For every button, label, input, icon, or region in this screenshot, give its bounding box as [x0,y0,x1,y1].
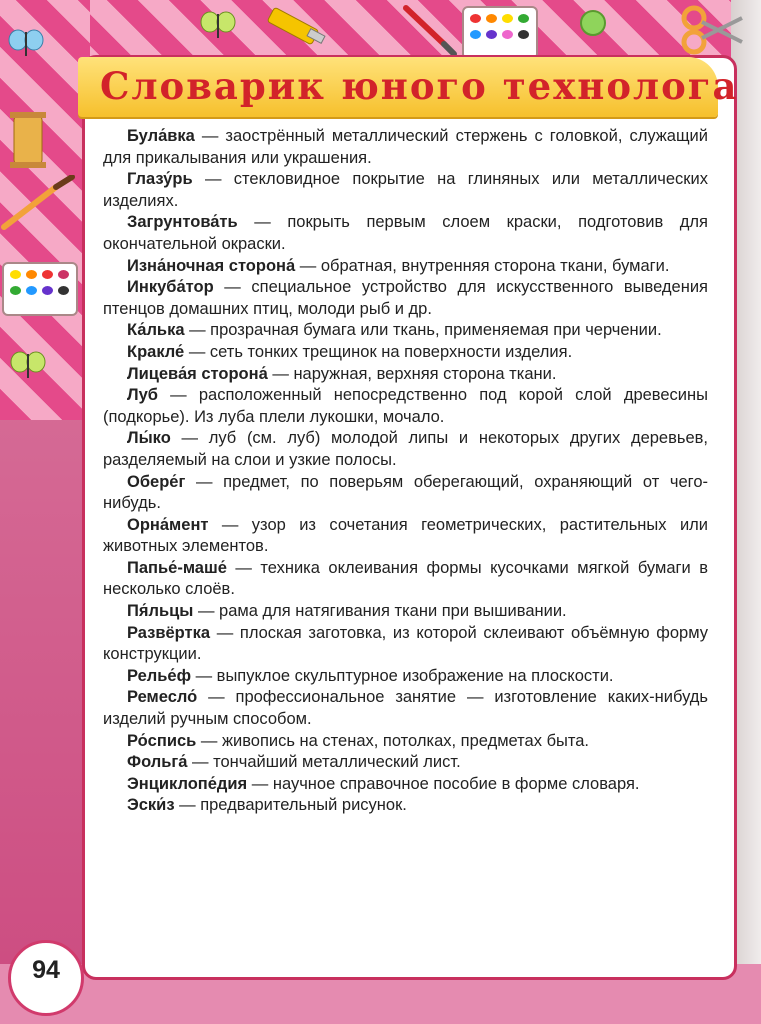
glossary-definition: — научное справочное пособие в форме словаря. [247,774,640,793]
glossary-term: Папье́-маше́ [127,558,227,577]
glossary-term: Инкуба́тор [127,278,214,297]
butterfly-icon [10,350,46,380]
glossary-term: Лицева́я сторона́ [127,364,268,383]
glossary-definition: — сеть тонких трещинок на поверхности изделия. [184,342,573,361]
glossary-definition: — плоская заготовка, из которой склеивают объёмную форму конструкции. [103,623,708,664]
sewing-button-icon [580,10,606,36]
glossary-entry [103,385,708,428]
page-number: 94 [32,956,60,984]
glossary-term: Обере́г [127,472,186,491]
glossary-entry [103,731,708,753]
glossary-definition: — прозрачная бумага или ткань, применяемая при черчении. [184,321,662,340]
glossary-definition: — предварительный рисунок. [174,796,407,815]
glossary-list [103,126,708,817]
glossary-entry [103,515,708,558]
glossary-entry [103,428,708,471]
glossary-term: Ро́спись [127,731,197,750]
glossary-definition: — луб (см. луб) молодой липы и некоторых других деревьев, разделяемый на слои и узкие полосы. [103,429,708,469]
glossary-entry [103,623,708,666]
glossary-definition: — тончайший металлический лист. [187,753,461,772]
paint-palette-icon [2,262,78,316]
glossary-entry [103,212,708,255]
glossary-entry [103,601,708,623]
glossary-entry [103,666,708,688]
glossary-entry [103,472,708,515]
glossary-term: Глазу́рь [127,170,193,189]
glossary-definition: — рама для натягивания ткани при вышивании. [193,602,567,621]
glossary-definition: — узор из сочетания геометрических, растительных или животных элементов. [103,515,708,556]
glossary-entry [103,364,708,386]
glossary-definition: — профессиональное занятие — изготовление каких-нибудь изделий ручным способом. [103,688,708,729]
glossary-term: Була́вка [127,127,195,145]
glossary-term: Изна́ночная сторона́ [127,256,296,275]
glossary-definition: — заострённый металлический стержень с головкой, служащий для прикалывания или украшения. [103,127,708,167]
glossary-definition: — специальное устройство для искусственного выведения птенцов домашних птиц, молоди рыб и др. [103,278,708,318]
butterfly-icon [8,28,44,58]
glossary-term: Ка́лька [127,321,185,340]
glossary-term: Развёртка [127,623,211,642]
glossary-definition: — техника оклеивания формы кусочками мягкой бумаги в несколько слоёв. [103,558,708,599]
glossary-entry [103,256,708,278]
utility-knife-icon [260,0,330,55]
glossary-definition: — выпуклое скульптурное изображение на плоскости. [191,666,614,685]
glossary-entry [103,342,708,364]
glossary-definition: — стекловидное покрытие на глиняных или металлических изделиях. [103,170,708,210]
glossary-term: Луб [127,386,158,405]
glossary-entry [103,126,708,169]
glossary-definition: — предмет, по поверьям оберегающий, охраняющий от чего-нибудь. [103,472,708,513]
glossary-term: Орна́мент [127,515,209,534]
glossary-entry [103,169,708,212]
glossary-definition: — наружная, верхняя сторона ткани. [267,364,557,383]
butterfly-icon [200,10,236,40]
glossary-term: Загрунтова́ть [127,213,238,232]
glossary-term: Ремесло́ [127,688,198,707]
glossary-definition: — обратная, внутренняя сторона ткани, бумаги. [295,256,670,275]
glossary-entry [103,795,708,817]
glossary-term: Фольга́ [127,753,188,772]
paintbrush-icon [0,175,80,235]
scissors-icon [680,2,750,57]
page-title: Словарик юного технолога [100,64,739,108]
glossary-definition: — расположенный непосредственно под корой слой древесины (подкорье). Из луба плели лукошки, мочало. [103,386,708,426]
paintbrush-icon [400,2,460,57]
glossary-entry [103,774,708,796]
glossary-entry [103,558,708,601]
glossary-term: Энциклопе́дия [127,774,248,793]
glossary-entry [103,687,708,730]
glossary-term: Лы́ко [127,429,171,448]
glossary-term: Релье́ф [127,666,192,685]
glossary-term: Кракле́ [127,342,185,361]
glossary-term: Пя́льцы [127,602,194,621]
glossary-term: Эски́з [127,796,175,815]
glossary-entry [103,320,708,342]
paint-palette-icon [462,6,538,60]
glossary-definition: — живопись на стенах, потолках, предметах быта. [196,731,590,750]
thread-spool-icon [6,110,50,170]
glossary-entry [103,277,708,320]
glossary-entry [103,752,708,774]
glossary-definition: — покрыть первым слоем краски, подготовив для окончательной окраски. [103,213,708,253]
